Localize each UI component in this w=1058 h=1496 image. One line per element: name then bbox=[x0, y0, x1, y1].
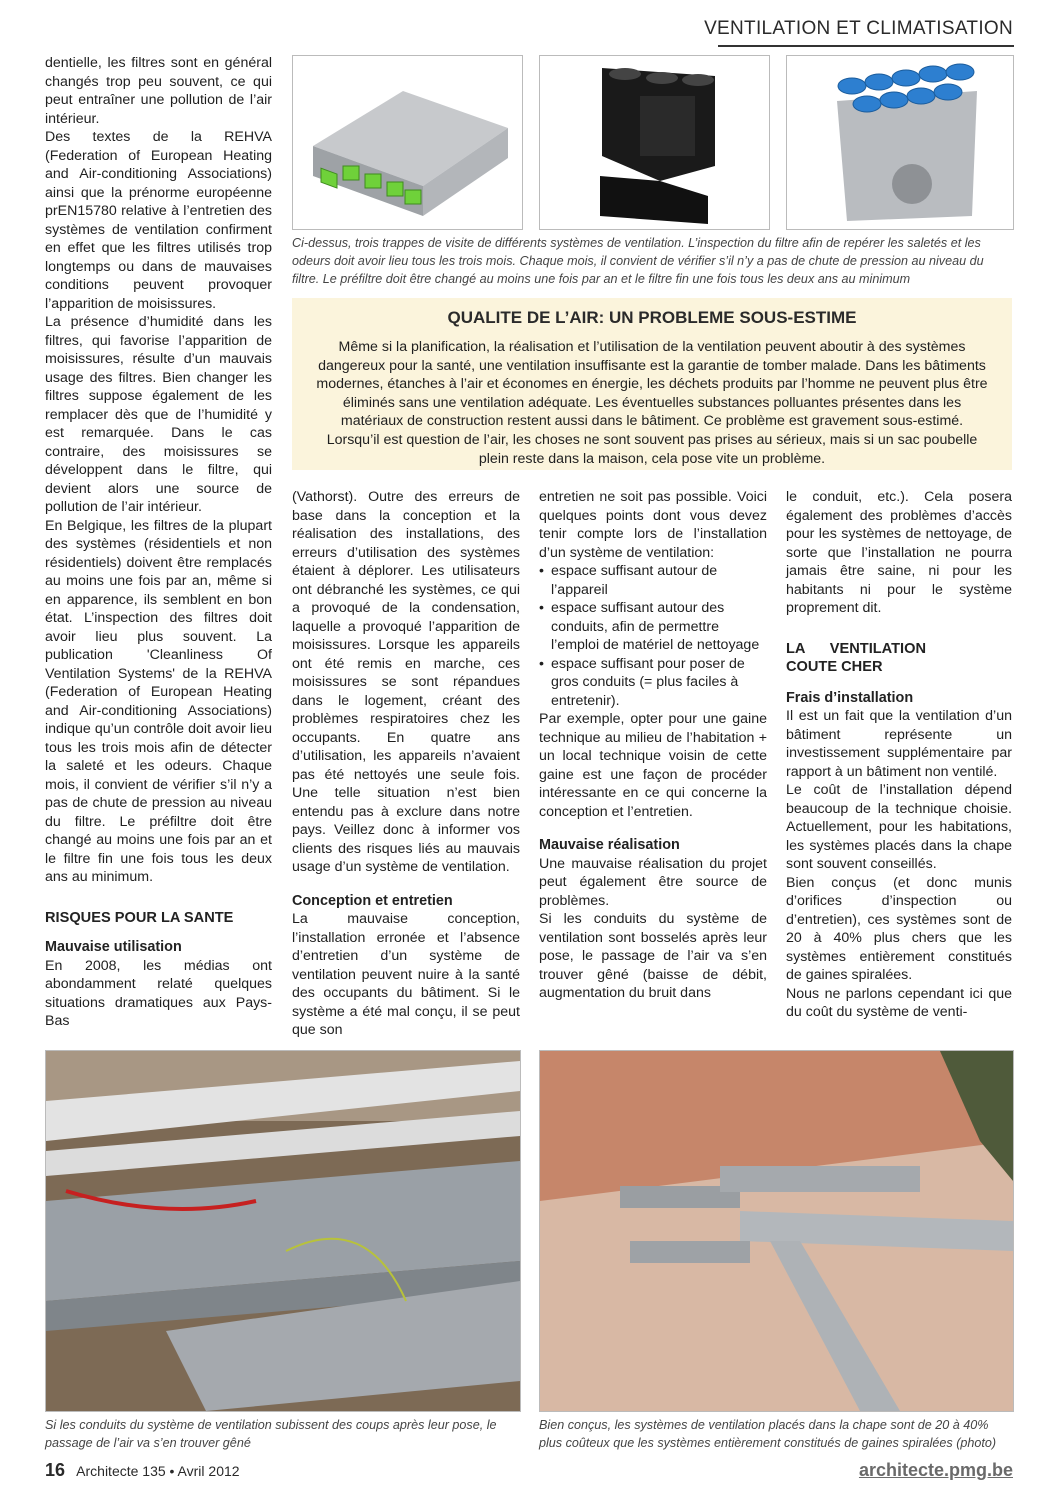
header-rule bbox=[718, 45, 1014, 47]
column-1 bbox=[45, 54, 272, 1031]
column-3 bbox=[539, 488, 767, 1003]
col3-paragraph: Par exemple, opter pour une gaine technique au milieu de l’habitation + un local technique voisin de cette gaine est une façon de procéder intéressante en ce qui concerne la conception et l’entretien. bbox=[539, 711, 767, 820]
caption-top-photos: Ci-dessus, trois trappes de visite de différents systèmes de ventilation. L’inspection du filtre afin de repérer les saletés et les odeurs doit avoir lieu tous les trois mois. Chaque mois, il convient de vérifier s’il n’y a pas de chute de pression au niveau du filtre. Le préfiltre doit être changé au moins une fois par an et le filtre fin une fois tous les deux ans au minimum bbox=[292, 236, 984, 286]
footer-website-link[interactable]: architecte.pmg.be bbox=[858, 1460, 1013, 1480]
col2-paragraph: (Vathorst). Outre des erreurs de base dans la conception et la réalisation des installations, des erreurs d’utilisation des systèmes étaient à déplorer. Les utilisateurs ont débranché les systèmes, ce qui a provoqué de la condensation, laquelle a provoqué l’apparition de moisissures. Lorsque les appareils ont été remis en marche, ces moisissures se sont répandues dans le logement, créant des problèmes respiratoires chez les occupants. En quatre ans d’utilisation, les appareils n’avaient pas été nettoyés une seule fois. Une telle situation n’est bien entendu pas à exclure dans notre pays. Veillez donc à informer vos clients des risques liés au mauvais usage d’un système de ventilation. bbox=[292, 489, 520, 875]
issue-info: Architecte 135 • Avril 2012 bbox=[76, 1463, 240, 1479]
box-title: QUALITE DE L’AIR: UN PROBLEME SOUS-ESTIME bbox=[447, 308, 857, 327]
footer-left bbox=[45, 1460, 240, 1481]
col4-paragraph: Nous ne parlons cependant ici que du coût du système de venti- bbox=[786, 985, 1012, 1020]
heading-ventilation-cher: LA VENTILATION COUTE CHER bbox=[786, 640, 926, 675]
quality-box bbox=[292, 298, 1012, 470]
column-4 bbox=[786, 488, 1012, 1022]
photo-plenum-green bbox=[292, 55, 523, 230]
list-item: • espace suffisant autour de l’appareil bbox=[539, 562, 767, 599]
col1-paragraph: En Belgique, les filtres de la plupart des systèmes (résidentiels et non résidentiels) doivent être remplacés au moins une fois par an, même si en apparence, ils semblent en bon état. L’inspection des filtres doit avoir lieu plus souvent. La publication 'Cleanliness Of Ventilation Systems' de la REHVA (Federation of European Heating and Air-conditioning Associations) indique qu’un contrôle doit avoir lieu tous les trois mois afin de détecter la saleté et les odeurs. Chaque mois, il convient de vérifier s’il n’y a pas de chute de pression au niveau du filtre. Le préfiltre doit être changé au moins une fois par an et le filtre fin une fois tous les deux ans au minimum. bbox=[45, 517, 272, 885]
photo-chape-system bbox=[539, 1050, 1014, 1412]
col1-paragraph: En 2008, les médias ont abondamment relaté quelques situations dramatiques aux Pays-Bas bbox=[45, 957, 272, 1029]
col1-paragraph: La présence d’humidité dans les filtres, qui favorise l’apparition de moisissures, résulte d’un mauvais usage des filtres. Bien changer les filtres suppose également de les remplacer dès que de l’humidité y est remarquée. Dans le cas contraire, des moisissures se développent dans le filtre, qui devient alors une source de pollution de l’air intérieur. bbox=[45, 314, 272, 515]
photo-plenum-blue bbox=[786, 55, 1014, 230]
col3-paragraph: Une mauvaise réalisation du projet peut également être source de problèmes. bbox=[539, 855, 767, 909]
subheading-conception: Conception et entretien bbox=[292, 892, 453, 909]
section-header: VENTILATION ET CLIMATISATION bbox=[704, 18, 1013, 39]
subheading-realisation: Mauvaise réalisation bbox=[539, 837, 680, 853]
col4-paragraph: Bien conçus (et donc munis d’orifices d’inspection ou d’entretien), ces systèmes sont de 20 à 40% plus chers que les systèmes entièrement constitués de gaines spiralées. bbox=[786, 874, 1012, 983]
heading-risques: RISQUES POUR LA SANTE bbox=[45, 909, 234, 926]
list-item: • espace suffisant pour poser de gros conduits (= plus faciles à entretenir). bbox=[539, 655, 767, 711]
subheading-mauvaise-utilisation: Mauvaise utilisation bbox=[45, 939, 182, 955]
subheading-frais: Frais d’installation bbox=[786, 689, 914, 706]
install-checklist bbox=[539, 562, 767, 710]
col3-paragraph: Si les conduits du système de ventilation sont bosselés après leur pose, le passage de l’air va s’en trouver gêné (baisse de débit, augmentation du bruit dans bbox=[539, 911, 767, 1001]
page-number: 16 bbox=[45, 1460, 66, 1480]
caption-bottom-right: Bien conçus, les systèmes de ventilation placés dans la chape sont de 20 à 40% plus coûteux que les systèmes entièrement constitués de gaines spiralées (photo) bbox=[539, 1418, 997, 1450]
col2-paragraph: La mauvaise conception, l’installation erronée et l’absence d’entretien d’un système de ventilation peuvent nuire à la santé des occupants du bâtiment. Si le système a été mal conçu, il se peut que son bbox=[292, 911, 520, 1038]
col1-paragraph: Des textes de la REHVA (Federation of European Heating and Air-conditioning Associations) ainsi que la prénorme européenne prEN15780 relative à l’entretien des systèmes de ventilation confirment en effet que les filtres utilisés trop longtemps ou dans de mauvaises conditions peuvent provoquer l’apparition de moisissures. bbox=[45, 129, 272, 312]
col4-paragraph: le conduit, etc.). Cela posera également des problèmes d’accès pour les systèmes de nettoyage, de sorte que l’installation ne pourra jamais être saine, ni pour les habitants ni pour le système proprement dit. bbox=[786, 489, 1012, 616]
list-item: • espace suffisant autour des conduits, afin de permettre l’emploi de matériel de nettoyage bbox=[539, 599, 767, 655]
col3-paragraph: entretien ne soit pas possible. Voici quelques points dont vous devez tenir compte lors de l’installation d’un système de ventilation: bbox=[539, 489, 767, 561]
photo-dented-ducts bbox=[45, 1050, 521, 1412]
box-text: Même si la planification, la réalisation et l’utilisation de la ventilation peuvent aboutir à des systèmes dangereux pour la santé, une ventilation insuffisante est la garantie de tomber malade. Dans les bâtiments modernes, étanches à l’air et économes en énergie, les déchets produits par l’homme ne peuvent plus être éliminés sans une ventilation adéquate. Les éventuelles substances polluantes présentes dans les matériaux de construction restent aussi dans le bâtiment. Ce problème est gravement sous-estimé. Lorsqu’il est question de l’air, les choses ne sont souvent pas prises au sérieux, mais si un sac poubelle plein reste dans la maison, cela pose vite un problème. bbox=[316, 339, 988, 467]
photo-plenum-black bbox=[539, 55, 770, 230]
col4-paragraph: Il est un fait que la ventilation d’un bâtiment représente un investissement supplémentaire par rapport à un bâtiment non ventilé. bbox=[786, 708, 1012, 780]
column-2 bbox=[292, 488, 520, 1040]
col1-paragraph: dentielle, les filtres sont en général changés trop peu souvent, ce qui peut entraîner une pollution de l’air intérieur. bbox=[45, 55, 272, 127]
col4-paragraph: Le coût de l’installation dépend beaucoup de la technique choisie. Actuellement, pour les habitations, les systèmes placés dans la chape sont souvent conseillés. bbox=[786, 782, 1012, 872]
caption-bottom-left: Si les conduits du système de ventilation subissent des coups après leur pose, le passage de l’air va s’en trouver gêné bbox=[45, 1418, 497, 1450]
